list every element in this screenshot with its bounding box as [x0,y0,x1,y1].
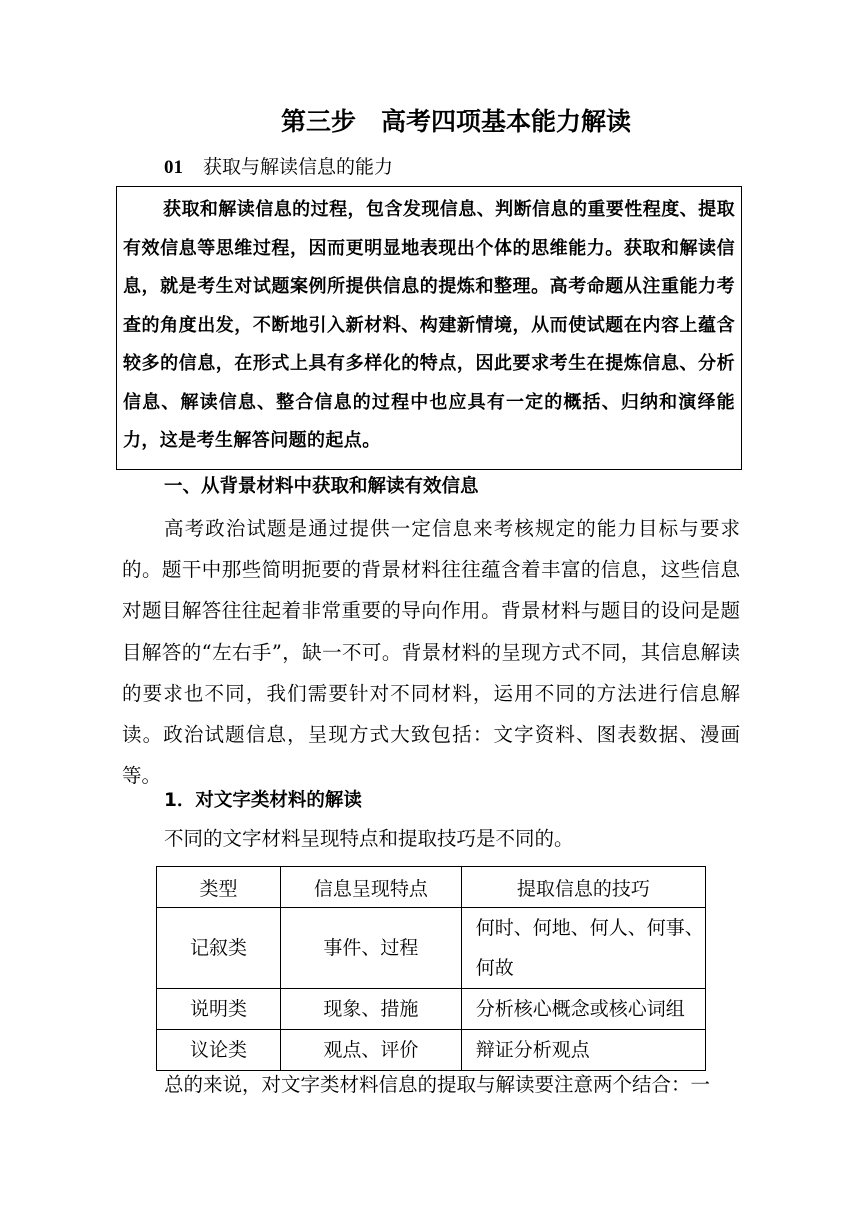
table-row [157,989,706,1030]
section-label: 获取与解读信息的能力 [203,156,394,178]
body-paragraph: 高考政治试题是通过提供一定信息来考核规定的能力目标与要求的。题干中那些简明扼要的背景材料往往蕴含着丰富的信息，这些信息对题目解答往往起着非常重要的导向作用。背景材料与题目的设问是题目解答的“左右手”，缺一不可。背景材料的呈现方式不同，其信息解读的要求也不同，我们需要针对不同材料，运用不同的方法进行信息解读。政治试题信息，呈现方式大致包括：文字资料、图表数据、漫画等。 [122,517,740,788]
section-number: 01 [164,157,183,178]
table-header-cell: 类型 [157,867,281,908]
summary-box-text: 获取和解读信息的过程，包含发现信息、判断信息的重要性程度、提取有效信息等思维过程，因而更明显地表现出个体的思维能力。获取和解读信息，就是考生对试题案例所提供信息的提炼和整理。高考命题从注重能力考查的角度出发，不断地引入新材料、构建新情境，从而使试题在内容上蕴含较多的信息，在形式上具有多样化的特点，因此要求考生在提炼信息、分析信息、解读信息、整合信息的过程中也应具有一定的概括、归纳和演绎能力，这是考生解答问题的起点。 [123,199,735,451]
closing-paragraph: 总的来说，对文字类材料信息的提取与解读要注意两个结合：一 [164,1073,711,1096]
table-header-cell: 提取信息的技巧 [461,867,705,908]
table-cell-technique: 何时、何地、何人、何事、何故 [461,908,705,989]
table-cell-type: 议论类 [157,1030,281,1071]
table-header-cell: 信息呈现特点 [281,867,462,908]
subsection-heading-2: 1．对文字类材料的解读 [164,790,362,811]
table-cell-feature: 事件、过程 [281,908,462,989]
table-cell-type: 记叙类 [157,908,281,989]
table-cell-technique: 辩证分析观点 [461,1030,705,1071]
table-cell-feature: 现象、措施 [281,989,462,1030]
table-cell-type: 说明类 [157,989,281,1030]
table-intro: 不同的文字材料呈现特点和提取技巧是不同的。 [164,827,574,850]
text-material-table [156,866,706,1071]
subsection-heading-1: 一、从背景材料中获取和解读有效信息 [164,476,479,497]
table-cell-technique: 分析核心概念或核心词组 [461,989,705,1030]
table-header-row [157,867,706,908]
table-row [157,1030,706,1071]
table-row [157,908,706,989]
table-cell-feature: 观点、评价 [281,1030,462,1071]
page-title: 第三步 高考四项基本能力解读 [280,107,631,136]
summary-box [116,186,742,470]
section-heading [164,152,393,183]
